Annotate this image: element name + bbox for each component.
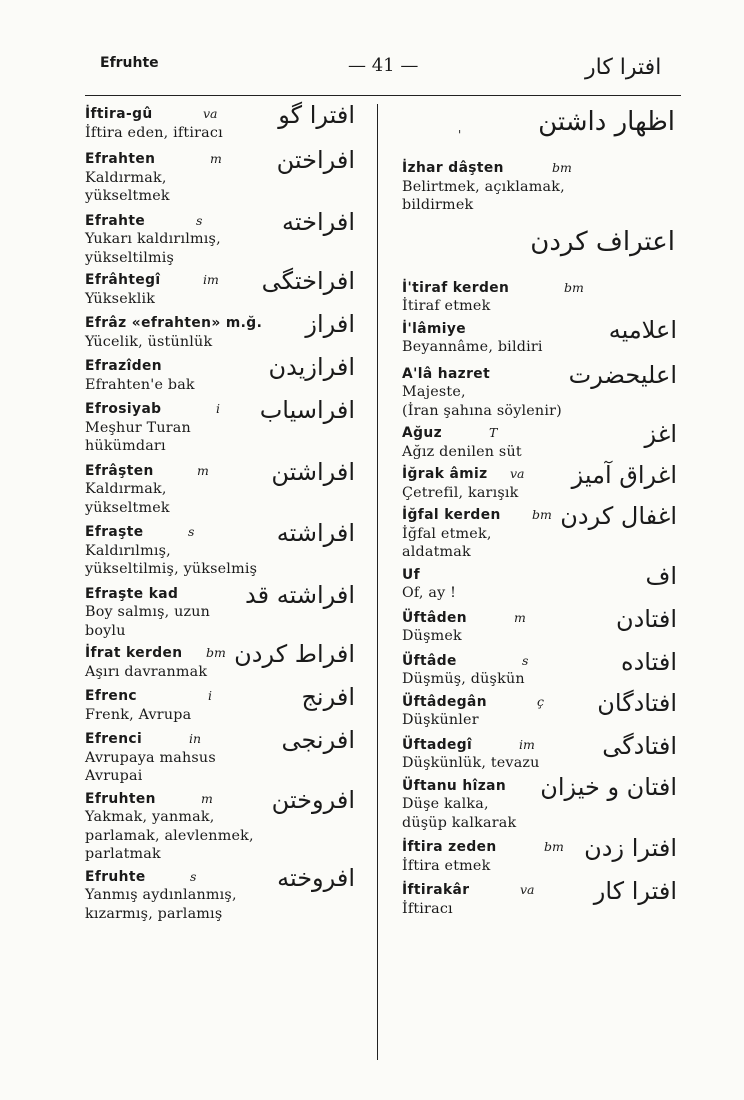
entry-headword: Efrenc <box>85 688 137 704</box>
entry-pos: im <box>203 272 219 287</box>
dictionary-entry <box>85 207 365 268</box>
entry-definition: Ağız denilen süt <box>402 443 522 460</box>
entry-headword: Efrâhtegî <box>85 272 161 288</box>
entry-definition: Avrupai <box>85 768 143 784</box>
entry-definition: Düşe kalka, <box>402 796 489 812</box>
dictionary-entry <box>402 834 687 875</box>
entry-pos: bm <box>564 279 584 295</box>
dictionary-entry <box>402 772 687 833</box>
entry-definition: parlatmak <box>85 846 161 862</box>
entry-definition: Yükseklik <box>85 290 156 307</box>
arabic-headword: افرنج <box>301 683 355 711</box>
dictionary-entry <box>85 580 365 641</box>
header-left: Efruhte <box>100 55 159 71</box>
dictionary-entry <box>85 101 365 142</box>
entry-definition: Belirtmek, açıklamak, <box>402 178 565 195</box>
entry-definition: İftiracı <box>402 900 453 917</box>
entry-pos: va <box>203 106 218 121</box>
arabic-headword: افرنجی <box>281 726 355 754</box>
entry-headword: İğfal kerden <box>402 507 501 523</box>
dictionary-entry <box>402 420 687 461</box>
entry-definition: Meşhur Turan <box>85 419 191 436</box>
entry-headword: Efruhten <box>85 790 156 807</box>
dictionary-entry <box>85 640 365 681</box>
arabic-headword: اغز <box>644 420 677 448</box>
arabic-headword: اغراق آمیز <box>571 461 677 489</box>
entry-definition: Avrupaya mahsus <box>85 749 216 766</box>
arabic-headword: افراخته <box>282 207 355 236</box>
entry-pos: bm <box>206 645 226 660</box>
entry-definition: Düşkünlük, tevazu <box>402 755 540 771</box>
entry-definition: parlamak, alevlenmek, <box>85 827 254 844</box>
dictionary-entry <box>402 561 687 603</box>
dictionary-entry <box>402 279 687 316</box>
entry-pos: m <box>514 609 526 625</box>
right-column <box>402 105 687 918</box>
entry-definition: Kaldırılmış, <box>85 542 171 559</box>
dictionary-entry <box>402 315 687 357</box>
entry-headword: Üftadegî <box>402 736 473 753</box>
entry-headword: İ'lâmiye <box>402 320 467 337</box>
dictionary-entry <box>85 519 365 579</box>
entry-pos: ç <box>537 693 545 709</box>
entry-definition: yükseltmek <box>85 499 170 516</box>
entry-definition: Of, ay ! <box>402 585 457 601</box>
entry-definition: Aşırı davranmak <box>85 663 208 680</box>
entry-definition: yükseltilmiş <box>85 249 175 266</box>
dictionary-entry <box>402 360 687 421</box>
arabic-headword: افراختن <box>276 146 355 174</box>
arabic-headword: افروخته <box>277 863 355 892</box>
dictionary-entry <box>85 267 365 308</box>
entry-headword: Efruhte <box>85 868 146 885</box>
entry-headword: Ağuz <box>402 425 443 441</box>
entry-pos: va <box>510 466 525 481</box>
entry-headword: Üftâdegân <box>402 693 487 710</box>
entry-headword: Efrenci <box>85 731 143 747</box>
entry-pos: m <box>197 462 209 478</box>
entry-pos: in <box>189 731 202 746</box>
entry-headword: İftira-gû <box>85 106 153 122</box>
page-number: — 41 — <box>348 55 419 76</box>
entry-definition: Yanmış aydınlanmış, <box>85 887 237 903</box>
entry-definition: boylu <box>85 622 126 639</box>
arabic-headword: افراشته قد <box>245 580 355 609</box>
dictionary-entry <box>85 396 365 456</box>
arabic-headword: افتادگی <box>602 731 677 760</box>
entry-definition: İftira eden, iftiracı <box>85 124 223 141</box>
arabic-headword: اف <box>645 561 677 590</box>
arabic-headword: افراشته <box>276 519 355 547</box>
dictionary-entry <box>402 647 687 689</box>
entry-headword: A'lâ hazret <box>402 365 491 382</box>
arabic-headword: اظهار داشتن <box>538 107 675 137</box>
entry-definition: İğfal etmek, <box>402 525 492 542</box>
entry-headword: Efrosiyab <box>85 401 162 417</box>
left-column <box>85 101 365 923</box>
arabic-headword: افتادن <box>615 604 677 633</box>
entry-definition: Frenk, Avrupa <box>85 706 192 723</box>
arabic-headword: افراشتن <box>271 457 355 486</box>
arabic-headword: افترا گو <box>278 101 355 129</box>
entry-headword: Üftâden <box>402 609 467 626</box>
entry-definition: Beyannâme, bildiri <box>402 339 543 355</box>
entry-headword: İftira zeden <box>402 839 497 855</box>
arabic-headword: افترا کار <box>593 877 677 905</box>
entry-definition: hükümdarı <box>85 438 166 454</box>
entry-headword: Efrahte <box>85 212 146 229</box>
entry-definition: (İran şahına söylenir) <box>402 402 562 419</box>
arabic-headword: افروختن <box>271 785 355 814</box>
dictionary-entry <box>402 159 687 215</box>
column-divider <box>377 104 378 1060</box>
entry-pos: i <box>208 688 212 703</box>
entry-pos: bm <box>532 507 552 522</box>
entry-definition: düşüp kalkarak <box>402 814 517 831</box>
entry-headword: Efrâşten <box>85 462 154 479</box>
entry-definition: yükseltmek <box>85 188 170 204</box>
entry-pos: bm <box>552 160 572 175</box>
entry-definition: İtiraf etmek <box>402 298 491 314</box>
entry-definition: İftira etmek <box>402 857 491 874</box>
dictionary-entry <box>85 863 365 924</box>
entry-pos: bm <box>544 839 564 854</box>
arabic-headword: افراسیاب <box>259 396 355 424</box>
entry-definition: Düşmüş, düşkün <box>402 671 525 687</box>
arabic-headword: افراختگی <box>261 267 355 295</box>
dictionary-entry <box>402 461 687 502</box>
dictionary-entry <box>402 225 687 279</box>
entry-headword: Efrazîden <box>85 358 162 374</box>
header-rule <box>85 95 681 96</box>
entry-pos: im <box>519 736 535 752</box>
entry-pos: m <box>210 151 222 166</box>
dictionary-entry <box>85 353 365 394</box>
arabic-headword: افترا زدن <box>584 834 677 862</box>
dictionary-entry <box>85 726 365 786</box>
dictionary-entry <box>402 604 687 646</box>
entry-headword: Üftâde <box>402 652 457 669</box>
entry-definition: kızarmış, parlamış <box>85 905 223 922</box>
entry-headword: İfrat kerden <box>85 645 183 661</box>
arabic-headword: اعلیحضرت <box>568 360 677 389</box>
entry-definition: bildirmek <box>402 197 474 213</box>
entry-headword: İğrak âmiz <box>402 466 488 482</box>
entry-pos: s <box>196 212 203 228</box>
arabic-headword: افرازیدن <box>268 353 355 381</box>
entry-definition: Majeste, <box>402 384 466 400</box>
entry-definition: Yücelik, üstünlük <box>85 333 213 350</box>
arabic-headword: اعلامیه <box>608 315 677 344</box>
entry-pos: m <box>201 790 213 806</box>
dictionary-entry <box>85 457 365 518</box>
entry-pos: i <box>216 401 220 416</box>
entry-pos: s <box>190 868 197 884</box>
entry-pos: va <box>520 882 535 897</box>
dictionary-entry <box>85 310 365 351</box>
arabic-headword: اعتراف کردن <box>530 226 675 257</box>
arabic-headword: اغفال کردن <box>560 502 677 530</box>
dictionary-entry <box>402 502 687 562</box>
dictionary-entry <box>402 105 687 159</box>
arabic-headword: افتان و خیزان <box>540 772 677 801</box>
entry-pos: T <box>489 425 498 440</box>
entry-definition: aldatmak <box>402 544 471 560</box>
entry-definition: Düşmek <box>402 628 462 644</box>
right-tick: ' <box>458 128 462 142</box>
dictionary-entry <box>402 731 687 773</box>
entry-headword: İftirakâr <box>402 882 470 898</box>
entry-definition: Boy salmış, uzun <box>85 604 211 620</box>
entry-pos: s <box>522 652 529 668</box>
entry-headword: İ'tiraf kerden <box>402 279 510 296</box>
dictionary-entry <box>85 785 365 864</box>
arabic-headword: افتاده <box>621 647 677 676</box>
dictionary-entry <box>85 146 365 206</box>
entry-headword: Efrahten <box>85 151 156 167</box>
entry-pos: s <box>188 524 195 539</box>
arabic-headword: افراز <box>305 310 355 338</box>
entry-definition: Kaldırmak, <box>85 169 167 186</box>
dictionary-entry <box>402 688 687 730</box>
entry-definition: Çetrefil, karışık <box>402 484 519 501</box>
arabic-headword: افراط کردن <box>234 640 355 668</box>
entry-headword: Efrâz «efrahten» m.ğ. <box>85 315 263 331</box>
arabic-headword: افتادگان <box>597 688 677 717</box>
entry-definition: Yukarı kaldırılmış, <box>85 231 221 247</box>
entry-headword: İzhar dâşten <box>402 160 504 176</box>
dictionary-entry <box>85 683 365 724</box>
header-right-arabic: افترا کار <box>585 55 662 80</box>
entry-headword: Uf <box>402 566 421 583</box>
entry-definition: Efrahten'e bak <box>85 376 195 393</box>
dictionary-entry <box>402 877 687 918</box>
entry-headword: Üftanu hîzan <box>402 777 507 794</box>
entry-headword: Efraşte <box>85 524 144 540</box>
entry-definition: yükseltilmiş, yükselmiş <box>85 561 258 577</box>
entry-headword: Efraşte kad <box>85 585 179 602</box>
entry-definition: Düşkünler <box>402 712 479 728</box>
entry-definition: Yakmak, yanmak, <box>85 809 215 825</box>
entry-definition: Kaldırmak, <box>85 481 167 497</box>
